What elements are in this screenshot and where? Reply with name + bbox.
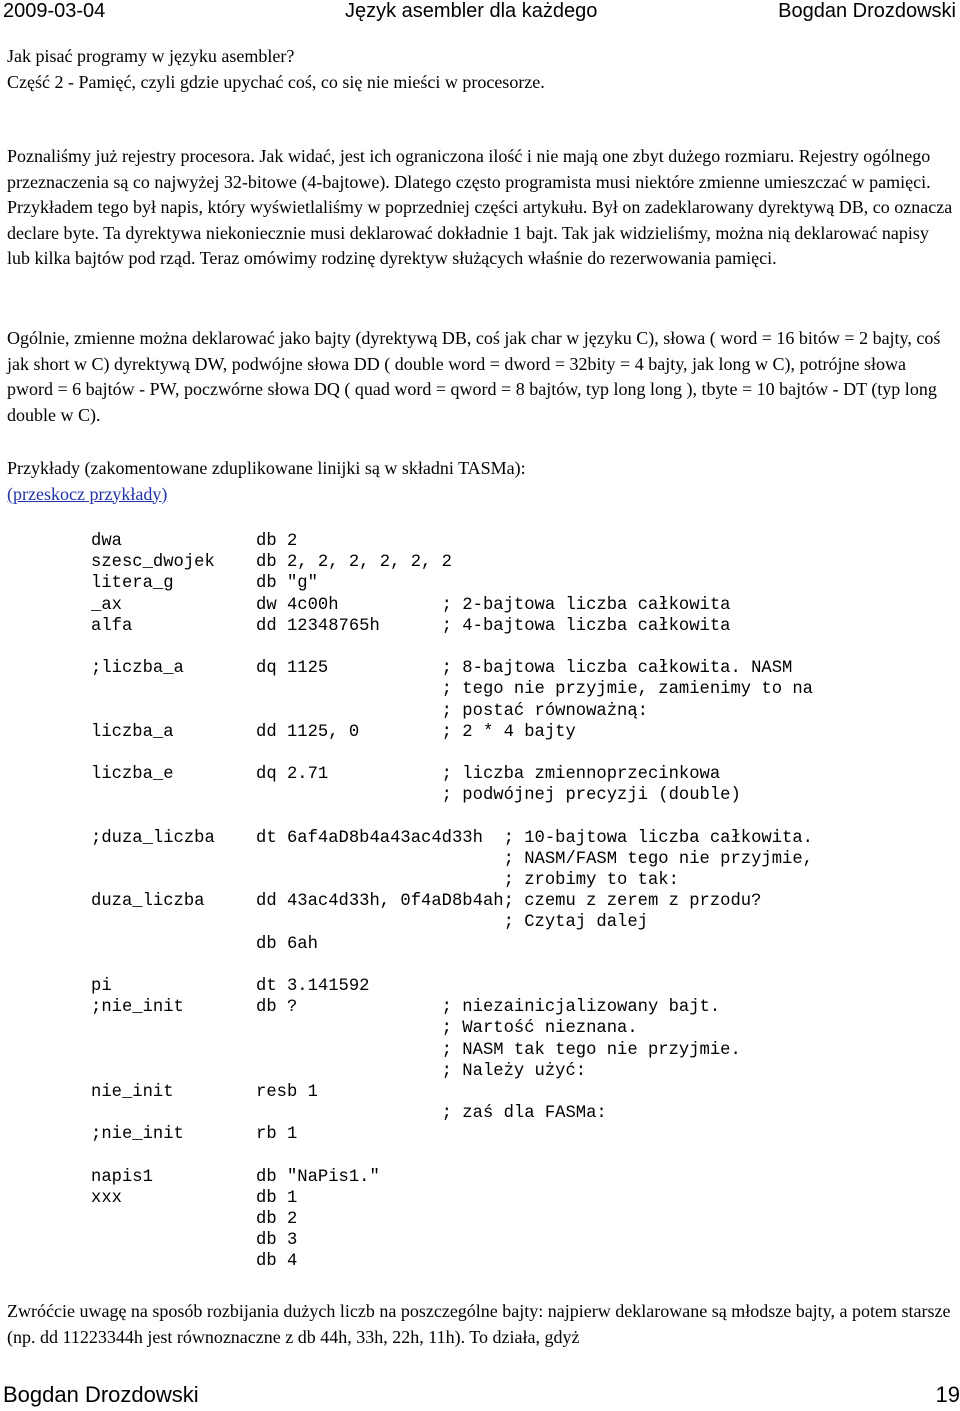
header-author: Bogdan Drozdowski bbox=[778, 0, 956, 22]
code-line: xxx db 1 bbox=[91, 1188, 298, 1208]
code-line: dwa db 2 bbox=[91, 532, 298, 551]
code-line: liczba_a dd 1125, 0 ; 2 * 4 bajty bbox=[91, 722, 576, 742]
intro-text: Poznaliśmy już rejestry procesora. Jak widać, jest ich ograniczona ilość i nie mają one zbyt dużego rozmiaru. Rejestry ogólnego przeznaczenia są co najwyżej 32-bitowe (4-bajtowe). Dlatego często programista musi niektóre zmienne umieszczać w pamięci. Przykładem tego był napis, który wyświetlaliśmy w poprzedniej części artykułu. Był on zadeklarowany dyrektywą DB, co oznacza declare byte. Ta dyrektywa niekoniecznie musi deklarować dokładnie 1 bajt. Tak jak widzieliśmy, można nią deklarować napisy lub kilka bajtów pod rząd. Teraz omówimy rodzinę dyrektyw służących właśnie do rezerwowania pamięci. bbox=[7, 146, 953, 268]
code-line: ; zrobimy to tak: bbox=[91, 871, 679, 890]
code-line: ; NASM/FASM tego nie przyjmie, bbox=[91, 849, 813, 869]
chapter-title bbox=[7, 44, 955, 95]
page-header bbox=[0, 0, 960, 26]
code-line: pi dt 3.141592 bbox=[91, 976, 370, 996]
code-line: _ax dw 4c00h ; 2-bajtowa liczba całkowita bbox=[91, 595, 731, 615]
code-line: ;liczba_a dq 1125 ; 8-bajtowa liczba całkowita. NASM bbox=[91, 659, 793, 679]
code-listing bbox=[91, 531, 813, 1273]
code-line: ; Należy użyć: bbox=[91, 1061, 587, 1081]
code-line: alfa dd 12348765h ; 4-bajtowa liczba całkowita bbox=[91, 616, 731, 636]
chapter-subtitle-line: Część 2 - Pamięć, czyli gdzie upychać coś, co się nie mieści w procesorze. bbox=[7, 71, 545, 92]
code-line: db 3 bbox=[91, 1231, 298, 1251]
page-number: 19 bbox=[935, 1382, 960, 1407]
types-paragraph bbox=[7, 326, 955, 428]
chapter-title-line: Jak pisać programy w języku asembler? bbox=[7, 46, 295, 66]
page-footer bbox=[0, 1383, 960, 1409]
code-line: duza_liczba dd 43ac4d33h, 0f4aD8b4ah; czemu z zerem z przodu? bbox=[91, 892, 762, 912]
examples-heading-text: Przykłady (zakomentowane zduplikowane linijki są w składni TASMa): bbox=[7, 458, 526, 478]
header-title: Język asembler dla każdego bbox=[345, 0, 598, 22]
skip-examples-link[interactable]: (przeskocz przykłady) bbox=[7, 483, 168, 504]
footer-author: Bogdan Drozdowski bbox=[3, 1382, 199, 1407]
code-line bbox=[91, 955, 813, 976]
conclusion-text: Zwróćcie uwagę na sposób rozbijania dużych liczb na poszczególne bajty: najpierw deklarowane są młodsze bajty, a potem starsze (np. dd 11223344h jest równoznaczne z db 44h, 33h, 22h, 11h). To działa, gdyż bbox=[7, 1301, 951, 1347]
header-date: 2009-03-04 bbox=[3, 0, 106, 22]
code-line: ; Wartość nieznana. bbox=[91, 1019, 638, 1039]
code-line: ;duza_liczba dt 6af4aD8b4a43ac4d33h ; 10-bajtowa liczba całkowita. bbox=[91, 828, 813, 848]
code-line: ;nie_init db ? ; niezainicjalizowany bajt. bbox=[91, 998, 721, 1018]
code-line: ; Czytaj dalej bbox=[91, 913, 648, 933]
code-line: litera_g db "g" bbox=[91, 574, 318, 594]
code-line: ; NASM tak tego nie przyjmie. bbox=[91, 1040, 741, 1060]
types-text: Ogólnie, zmienne można deklarować jako bajty (dyrektywą DB, coś jak char w języku C), słowa ( word = 16 bitów = 2 bajty, coś jak short w C) dyrektywą DW, podwójne słowa DD ( double word = dword = 32bity = 4 bajty, jak long w C), potrójne słowa pword = 6 bajtów - PW, poczwórne słowa DQ ( quad word = qword = 8 bajtów, typ long long ), tbyte = 10 bajtów - DT (typ long double w C). bbox=[7, 328, 941, 425]
code-line: szesc_dwojek db 2, 2, 2, 2, 2, 2 bbox=[91, 553, 452, 573]
code-line: napis1 db "NaPis1." bbox=[91, 1167, 380, 1187]
code-line: db 4 bbox=[91, 1252, 298, 1272]
code-line bbox=[91, 743, 813, 764]
code-line bbox=[91, 637, 813, 658]
code-line: liczba_e dq 2.71 ; liczba zmiennoprzecinkowa bbox=[91, 765, 721, 785]
code-line: ; tego nie przyjmie, zamienimy to na bbox=[91, 680, 813, 700]
code-line: ; zaś dla FASMa: bbox=[91, 1104, 607, 1124]
code-line: ; podwójnej precyzji (double) bbox=[91, 786, 741, 806]
code-line: ;nie_init rb 1 bbox=[91, 1125, 298, 1145]
examples-section bbox=[7, 456, 955, 507]
code-line: db 2 bbox=[91, 1210, 298, 1229]
intro-paragraph bbox=[7, 144, 955, 272]
code-line: nie_init resb 1 bbox=[91, 1082, 318, 1102]
conclusion-paragraph bbox=[7, 1299, 955, 1350]
code-line bbox=[91, 1145, 813, 1166]
code-line: ; postać równoważną: bbox=[91, 701, 648, 721]
code-line bbox=[91, 806, 813, 827]
code-line: db 6ah bbox=[91, 934, 318, 954]
